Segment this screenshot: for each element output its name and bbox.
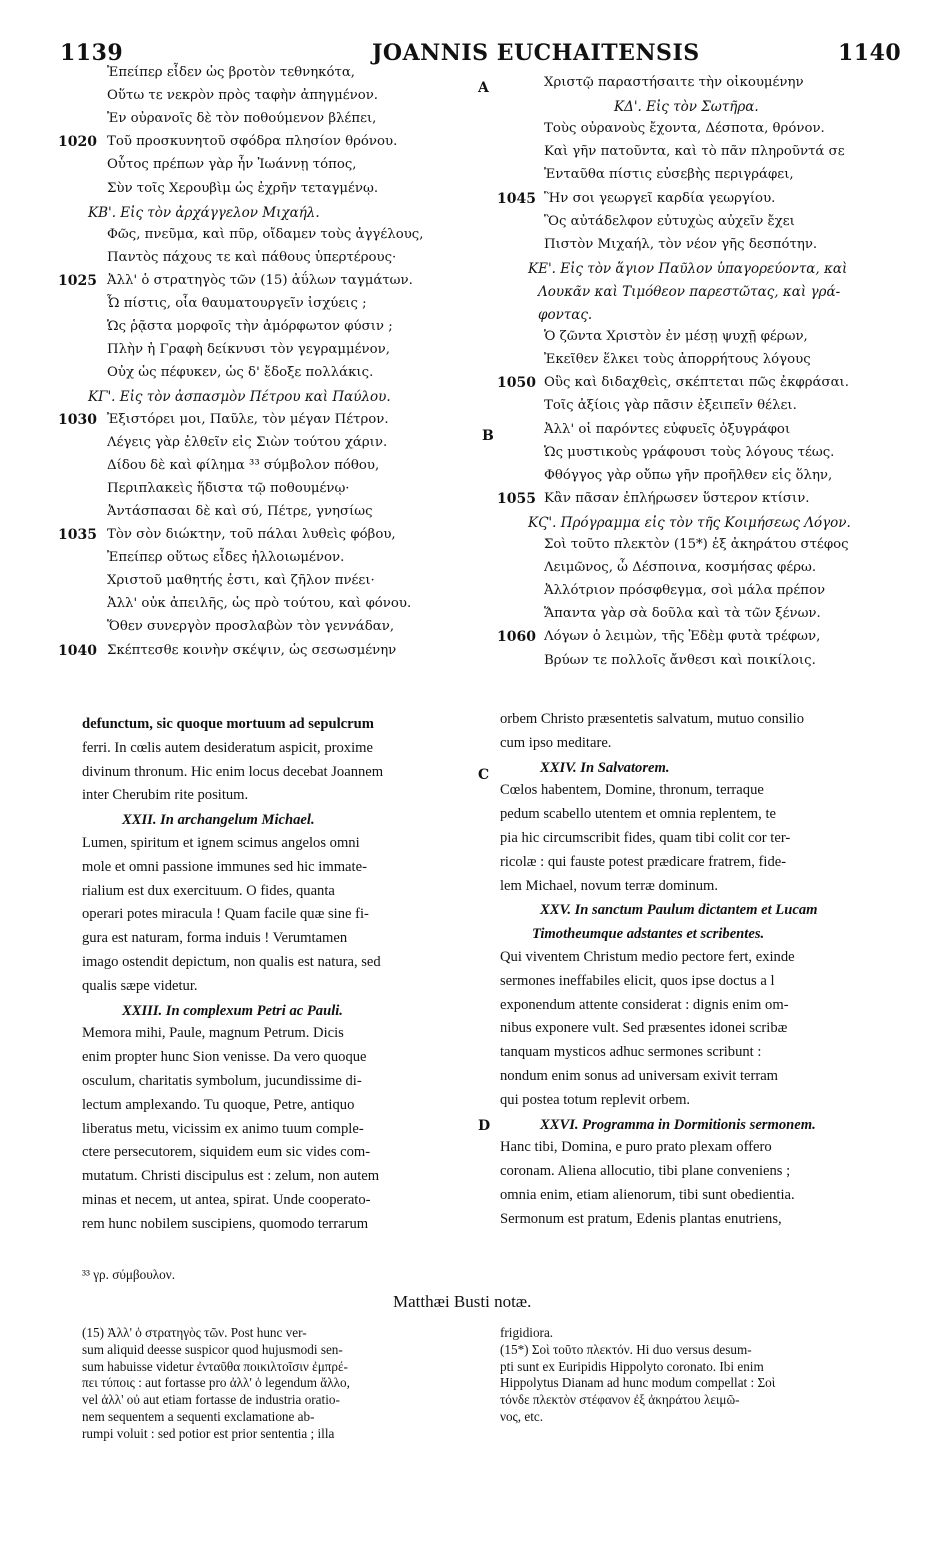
note-line: frigidiora. bbox=[500, 1325, 554, 1340]
verse-line: Σοὶ τοῦτο πλεκτὸν (15*) ἐξ ἀκηράτου στέφος bbox=[544, 537, 849, 552]
verse-line: Χριστοῦ μαθητής ἐστι, καὶ ζῆλον πνέει· bbox=[107, 573, 375, 589]
text-line: osculum, charitatis symbolum, jucundissime di- bbox=[82, 1073, 362, 1089]
verse-line: Τοῖς ἀξίοις γὰρ πᾶσιν ἐξειπεῖν θέλει. bbox=[544, 398, 797, 414]
note-line: (15) Ἀλλ' ὁ στρατηγὸς τῶν. Post hunc ver- bbox=[82, 1325, 307, 1340]
text-line: mole et omni passione immunes sed hic immate- bbox=[82, 858, 367, 875]
section-heading: XXII. In archangelum Michael. bbox=[122, 812, 315, 829]
verse-line: Ὡς μυστικοὺς γράφουσι τοὺς λόγους τέως. bbox=[544, 444, 835, 460]
verse-line: Σὺν τοῖς Χερουβὶμ ὡς ἐχρῆν τεταγμένῳ. bbox=[107, 180, 379, 196]
verse-line-number: 1025 bbox=[58, 272, 97, 289]
text-line: qui postea totum replevit orbem. bbox=[500, 1091, 691, 1108]
note-line: (15*) Σοὶ τοῦτο πλεκτόν. Hi duo versus desum- bbox=[500, 1341, 752, 1357]
verse-line: Ἀλλ' οἱ παρόντες εὐφυεῖς ὀξυγράφοι bbox=[544, 421, 791, 437]
text-line: defunctum, sic quoque mortuum ad sepulcrum bbox=[82, 716, 374, 732]
text-line: mutatum. Christi discipulus est : zelum, non autem bbox=[82, 1168, 380, 1185]
verse-line-number: 1020 bbox=[58, 134, 97, 151]
text-line: gura est naturam, forma induis ! Verumtamen bbox=[82, 930, 348, 947]
note-line: pti sunt ex Euripidis Hippolyto coronato. Ibi enim bbox=[500, 1358, 764, 1374]
text-line: Qui viventem Christum medio pectore fert, exinde bbox=[500, 949, 795, 965]
verse-line: Ὁ ζῶντα Χριστὸν ἐν μέσῃ ψυχῇ φέρων, bbox=[544, 329, 808, 345]
verse-line: Ἐκεῖθεν ἕλκει τοὺς ἀπορρήτους λόγους bbox=[544, 352, 811, 368]
text-line: Hanc tibi, Domina, e puro prato plexam offero bbox=[500, 1139, 772, 1156]
verse-line: Δίδου δὲ καὶ φίλημα ³³ σύμβολον πόθου, bbox=[107, 457, 380, 473]
verse-line: Ἣν σοι γεωργεῖ καρδία γεωργίου. bbox=[544, 190, 776, 206]
note-line: πει τύποις : aut fortasse pro ἀλλ' ὁ legendum ἄλλο, bbox=[82, 1375, 350, 1391]
text-line: tanquam mysticos adhuc sermones scribunt : bbox=[500, 1044, 762, 1061]
text-line: liberatus metu, vicissim ex animo tuum comple- bbox=[82, 1120, 364, 1137]
poem-heading: φοντας. bbox=[538, 307, 593, 323]
notes-title: Matthæi Busti notæ. bbox=[393, 1292, 532, 1311]
verse-line-number: 1060 bbox=[497, 629, 536, 646]
text-line: rialium est dux exercituum. O fides, quanta bbox=[82, 882, 335, 899]
text-line: pedum scabello utentem et omnia replentem, te bbox=[500, 806, 776, 823]
text-line: exponendum attente considerat : dignis enim om- bbox=[500, 996, 789, 1013]
text-line: nibus exponere vult. Sed præsentes idonei scribæ bbox=[500, 1020, 788, 1037]
verse-line: Λόγων ὁ λειμὼν, τῆς Ἐδὲμ φυτὰ τρέφων, bbox=[544, 629, 821, 645]
verse-line: Βρύων τε πολλοῖς ἄνθεσι καὶ ποικίλοις. bbox=[544, 652, 816, 668]
poem-heading: ΚΕ'. Εἰς τὸν ἅγιον Παῦλον ὑπαγορεύοντα, καὶ bbox=[528, 260, 848, 277]
text-line: enim propter hunc Sion venisse. Da vero quoque bbox=[82, 1049, 367, 1066]
poem-heading: ΚΓ'. Εἰς τὸν ἀσπασμὸν Πέτρου καὶ Παύλου. bbox=[88, 389, 391, 406]
verse-line-number: 1045 bbox=[497, 190, 536, 207]
verse-line: Πιστὸν Μιχαήλ, τὸν νέον γῆς δεσπότην. bbox=[544, 236, 818, 252]
text-line: ricolæ : qui fauste potest prædicare fratrem, fide- bbox=[500, 853, 787, 870]
poem-heading: ΚϚ'. Πρόγραμμα εἰς τὸν τῆς Κοιμήσεως Λόγον. bbox=[528, 514, 851, 531]
margin-marker-d: D bbox=[478, 1118, 491, 1134]
text-line: rem hunc nobilem suscipiens, quomodo terrarum bbox=[82, 1215, 369, 1232]
verse-line: Φῶς, πνεῦμα, καὶ πῦρ, οἴδαμεν τοὺς ἀγγέλους, bbox=[107, 226, 424, 242]
verse-line: Ἀλλ' ὁ στρατηγὸς τῶν (15) ἀΰλων ταγμάτων. bbox=[107, 272, 413, 288]
text-line: orbem Christo præsentetis salvatum, mutuo consilio bbox=[500, 711, 805, 727]
verse-line: Χριστῷ παραστήσαιτε τὴν οἰκουμένην bbox=[544, 75, 804, 90]
text-line: lectum amplexando. Tu quoque, Petre, antiquo bbox=[82, 1096, 355, 1113]
text-line: operari potes miracula ! Quam facile quæ sine fi- bbox=[82, 906, 369, 923]
verse-line: Κἂν πᾶσαν ἐπλήρωσεν ὕστερον κτίσιν. bbox=[544, 490, 810, 506]
verse-line: Οὓς καὶ διδαχθεὶς, σκέπτεται πῶς ἐκφράσαι. bbox=[544, 375, 849, 391]
margin-marker-b: B bbox=[482, 428, 494, 444]
verse-line: Λέγεις γὰρ ἐλθεῖν εἰς Σιὼν τούτου χάριν. bbox=[107, 434, 388, 450]
note-line: τόνδε πλεκτὸν στέφανον ἐξ ἀκηράτου λειμῶ- bbox=[500, 1392, 740, 1408]
note-line: Hippolytus Dianam ad hunc modum compellat : Σοὶ bbox=[500, 1375, 776, 1391]
verse-line-number: 1050 bbox=[497, 375, 536, 392]
section-heading: XXVI. Programma in Dormitionis sermonem. bbox=[540, 1116, 816, 1133]
verse-line: Φθόγγος γὰρ οὔπω γῆν προῆλθεν εἰς ὅλην, bbox=[544, 467, 833, 483]
note-line: vel ἀλλ' οὐ aut etiam fortasse de industria oratio- bbox=[82, 1392, 340, 1408]
text-line: ferri. In cœlis autem desideratum aspicit, proxime bbox=[82, 739, 373, 756]
note-line: nem sequentem a sequenti exclamatione ab- bbox=[82, 1409, 315, 1424]
verse-line: Ἀλλ' οὐκ ἀπειλῆς, ὡς πρὸ τούτου, καὶ φόνου. bbox=[107, 596, 412, 612]
verse-line: Ὦ πίστις, οἷα θαυματουργεῖν ἰσχύεις ; bbox=[107, 296, 367, 311]
note-line: νος, etc. bbox=[500, 1409, 544, 1424]
verse-line: Οὕτω τε νεκρὸν πρὸς ταφὴν ἀπηγμένον. bbox=[107, 88, 379, 104]
text-line: cum ipso meditare. bbox=[500, 734, 612, 751]
section-heading: XXV. In sanctum Paulum dictantem et Lucam bbox=[540, 902, 818, 919]
text-line: omnia enim, etiam alienorum, tibi sunt obedientia. bbox=[500, 1187, 795, 1203]
left-page-number: 1139 bbox=[60, 40, 124, 66]
text-line: nondum enim sonus ad universam exivit terram bbox=[500, 1068, 779, 1084]
text-line: divinum thronum. Hic enim locus decebat Joannem bbox=[82, 763, 384, 780]
footnote: ³³ γρ. σύμβουλον. bbox=[82, 1267, 175, 1282]
verse-line: Ἀλλότριον πρόσφθεγμα, σοὶ μάλα πρέπον bbox=[544, 583, 826, 599]
section-heading: Timotheumque adstantes et scribentes. bbox=[532, 926, 765, 943]
margin-marker-c: C bbox=[478, 767, 490, 783]
verse-line-number: 1040 bbox=[58, 642, 97, 659]
verse-line: Ἀντάσπασαι δὲ καὶ σύ, Πέτρε, γνησίως bbox=[107, 503, 373, 519]
text-line: sermones ineffabiles elicit, quos ipse doctus a l bbox=[500, 972, 775, 989]
poem-heading: Λουκᾶν καὶ Τιμόθεον παρεστῶτας, καὶ γρά- bbox=[538, 283, 841, 300]
margin-marker-a: A bbox=[478, 80, 489, 96]
verse-line: Λειμῶνος, ὦ Δέσποινα, κοσμήσας φέρω. bbox=[544, 560, 817, 576]
verse-line: Ἐξιστόρει μοι, Παῦλε, τὸν μέγαν Πέτρον. bbox=[107, 411, 389, 427]
text-line: minas et necem, ut antea, spirat. Unde cooperato- bbox=[82, 1192, 371, 1208]
verse-line-number: 1035 bbox=[58, 527, 97, 543]
verse-line: Ὡς ῥᾷστα μορφοῖς τὴν ἀμόρφωτον φύσιν ; bbox=[107, 319, 393, 335]
poem-heading: ΚΒ'. Εἰς τὸν ἀρχάγγελον Μιχαήλ. bbox=[88, 204, 320, 221]
verse-line: Τοὺς οὐρανοὺς ἔχοντα, Δέσποτα, θρόνον. bbox=[544, 121, 825, 137]
verse-line: Οὐχ ὡς πέφυκεν, ὡς δ' ἔδοξε πολλάκις. bbox=[107, 365, 374, 381]
verse-line-number: 1030 bbox=[58, 411, 97, 428]
verse-line: Παντὸς πάχους τε καὶ πάθους ὑπερτέρους· bbox=[107, 249, 397, 265]
text-line: Lumen, spiritum et ignem scimus angelos omni bbox=[82, 835, 360, 851]
verse-line: Ὅθεν συνεργὸν προσλαβὼν τὸν γεννάδαν, bbox=[107, 619, 395, 635]
right-page-number: 1140 bbox=[838, 40, 902, 66]
text-line: Sermonum est pratum, Edenis plantas enutriens, bbox=[500, 1210, 782, 1227]
section-heading: XXIII. In complexum Petri ac Pauli. bbox=[122, 1002, 343, 1019]
text-line: Memora mihi, Paule, magnum Petrum. Dicis bbox=[82, 1025, 344, 1042]
verse-line: Πλὴν ἡ Γραφὴ δείκνυσι τὸν γεγραμμένον, bbox=[107, 342, 390, 358]
running-title: JOANNIS EUCHAITENSIS bbox=[372, 40, 700, 66]
verse-line: Ἐπείπερ εἶδεν ὡς βροτὸν τεθνηκότα, bbox=[107, 65, 356, 80]
verse-line: Ἐπείπερ οὕτως εἶδες ἠλλοιωμένον. bbox=[107, 550, 345, 566]
text-line: qualis sæpe videtur. bbox=[82, 977, 198, 994]
verse-line: Ἅπαντα γὰρ σὰ δοῦλα καὶ τὰ τῶν ξένων. bbox=[544, 606, 821, 622]
verse-line: Ἐνταῦθα πίστις εὐσεβὴς περιγράφει, bbox=[544, 167, 794, 183]
verse-line: Οὗτος πρέπων γὰρ ἦν Ἰωάννῃ τόπος, bbox=[107, 157, 357, 173]
poem-heading: ΚΔ'. Εἰς τὸν Σωτῆρα. bbox=[614, 99, 759, 116]
verse-line: Ὃς αὐτάδελφον εὐτυχὼς αὐχεῖν ἔχει bbox=[544, 213, 795, 229]
verse-line: Ἐν οὐρανοῖς δὲ τὸν ποθούμενον βλέπει, bbox=[107, 111, 377, 127]
text-line: inter Cherubim rite positum. bbox=[82, 787, 249, 804]
text-line: lem Michael, novum terræ dominum. bbox=[500, 877, 719, 894]
verse-line: Σκέπτεσθε κοινὴν σκέψιν, ὡς σεσωσμένην bbox=[107, 642, 397, 658]
verse-line: Καὶ γῆν πατοῦντα, καὶ τὸ πᾶν πληροῦντά σε bbox=[544, 144, 845, 160]
text-line: Cœlos habentem, Domine, thronum, terraque bbox=[500, 782, 764, 799]
section-heading: XXIV. In Salvatorem. bbox=[540, 759, 670, 776]
verse-line: Τὸν σὸν διώκτην, τοῦ πάλαι λυθεὶς φόβου, bbox=[107, 527, 396, 542]
text-line: ctere persecutorem, siquidem eum sic vides com- bbox=[82, 1144, 371, 1161]
note-line: rumpi voluit : sed potior est prior sententia ; illa bbox=[82, 1425, 335, 1441]
note-line: sum habuisse videtur ἐνταῦθα ποικιλτοῖσιν ἐμπρέ- bbox=[82, 1358, 348, 1374]
note-line: sum aliquid deesse suspicor quod hujusmodi sen- bbox=[82, 1341, 343, 1357]
verse-line-number: 1055 bbox=[497, 490, 536, 507]
verse-line: Τοῦ προσκυνητοῦ σφόδρα πλησίον θρόνου. bbox=[107, 134, 398, 150]
text-line: pia hic circumscribit fides, quam tibi colit cor ter- bbox=[500, 830, 791, 846]
text-line: imago ostendit depictum, non qualis est natura, sed bbox=[82, 954, 381, 970]
verse-line: Περιπλακεὶς ἥδιστα τῷ ποθουμένῳ· bbox=[107, 480, 350, 496]
text-line: coronam. Aliena allocutio, tibi plane conveniens ; bbox=[500, 1163, 791, 1180]
